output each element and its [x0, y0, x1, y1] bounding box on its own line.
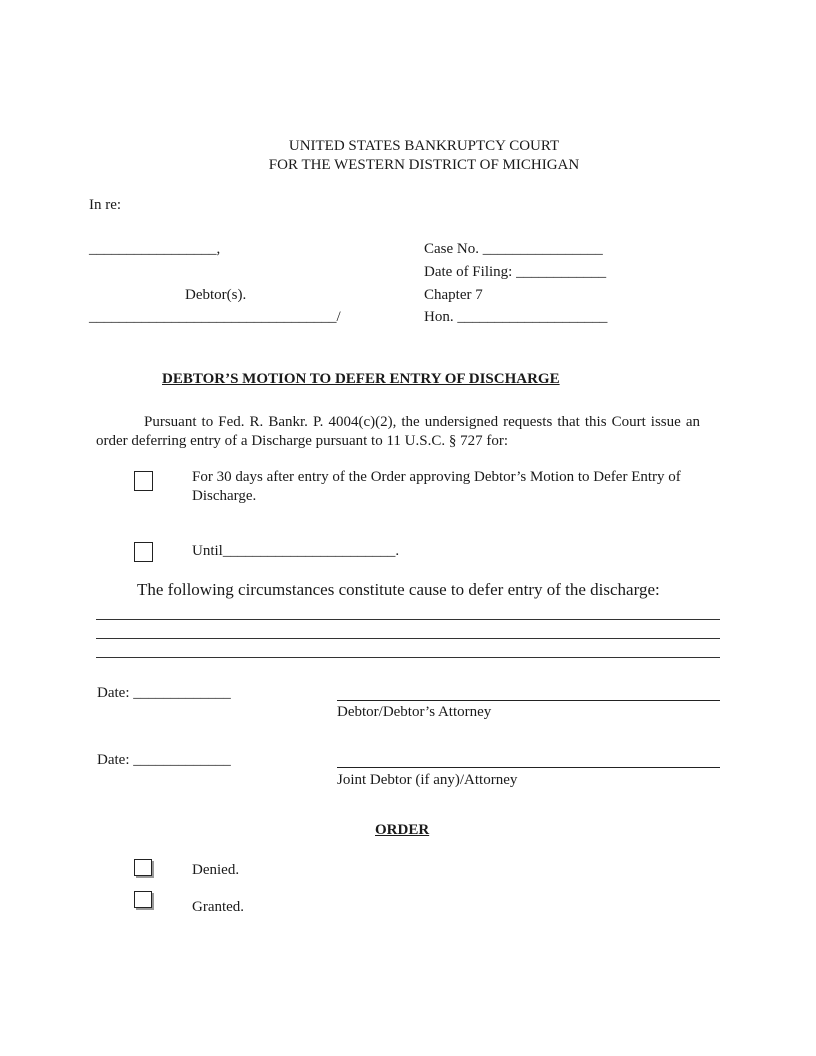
- option-30-days-line1: For 30 days after entry of the Order approving Debtor’s Motion to Defer Entry of: [192, 469, 681, 485]
- debtor-name-blank[interactable]: _________________,: [89, 241, 221, 257]
- option-30-days-checkbox[interactable]: [134, 471, 153, 491]
- circumstances-label: The following circumstances constitute cause to defer entry of the discharge:: [137, 580, 660, 599]
- motion-title: DEBTOR’S MOTION TO DEFER ENTRY OF DISCHARGE: [162, 371, 560, 387]
- option-30-days-line2: Discharge.: [192, 488, 257, 504]
- option-until-checkbox[interactable]: [134, 542, 153, 562]
- option-until-text[interactable]: Until_______________________.: [192, 543, 400, 559]
- court-district: FOR THE WESTERN DISTRICT OF MICHIGAN: [268, 157, 580, 173]
- denied-label: Denied.: [192, 862, 240, 878]
- signature-label-debtor: Debtor/Debtor’s Attorney: [337, 704, 492, 720]
- order-title: ORDER: [375, 822, 430, 838]
- circumstances-line-3[interactable]: [96, 657, 720, 658]
- date-of-filing-field[interactable]: Date of Filing: ____________: [424, 264, 607, 280]
- granted-label: Granted.: [192, 899, 245, 915]
- denied-checkbox[interactable]: [134, 859, 152, 876]
- intro-paragraph: Pursuant to Fed. R. Bankr. P. 4004(c)(2), the undersigned requests that this Court issue an order deferring entry of a Discharge pursuant to 11 U.S.C. § 727 for:: [96, 414, 700, 449]
- caption-end-line: _________________________________/: [89, 309, 341, 325]
- circumstances-line-1[interactable]: [96, 619, 720, 620]
- case-number-field[interactable]: Case No. ________________: [424, 241, 603, 257]
- circumstances-line-2[interactable]: [96, 638, 720, 639]
- chapter-label: Chapter 7: [424, 287, 483, 303]
- signature-line-debtor[interactable]: [337, 700, 720, 701]
- date-field-2[interactable]: Date: _____________: [97, 752, 231, 768]
- signature-line-joint[interactable]: [337, 767, 720, 768]
- signature-label-joint: Joint Debtor (if any)/Attorney: [337, 772, 518, 788]
- in-re-label: In re:: [89, 197, 122, 213]
- judge-field[interactable]: Hon. ____________________: [424, 309, 608, 325]
- date-field-1[interactable]: Date: _____________: [97, 685, 231, 701]
- granted-checkbox[interactable]: [134, 891, 152, 908]
- debtor-label: Debtor(s).: [185, 287, 247, 303]
- court-name: UNITED STATES BANKRUPTCY COURT: [288, 138, 560, 154]
